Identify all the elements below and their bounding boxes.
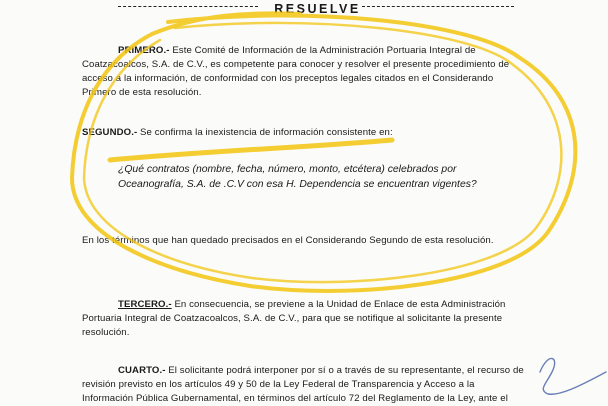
tercero-label: TERCERO.- — [118, 299, 172, 310]
heading-resuelve: RESUELVE — [274, 2, 361, 16]
primero-line-3: acceso a la información, de conformidad con los preceptos legales citados en el Considerando — [82, 73, 494, 84]
highlighter-circle-inner — [84, 23, 561, 282]
segundo-quote-2: Oceanografía, S.A. de .C.V con esa H. Dependencia se encuentran vigentes? — [118, 179, 477, 190]
highlighter-underline — [110, 140, 392, 160]
primero-line-2: Coatzacoalcos, S.A. de C.V., es competente para conocer y resolver el presente procedimiento de — [82, 59, 510, 70]
segundo-text-1: Se confirma la inexistencia de información consistente en: — [140, 127, 393, 138]
cuarto-label: CUARTO.- — [118, 365, 166, 376]
segundo-label: SEGUNDO.- — [82, 127, 138, 138]
cuarto-text-1: El solicitante podrá interponer por sí o a través de su representante, el recurso de — [168, 365, 524, 376]
segundo-quote-1: ¿Qué contratos (nombre, fecha, número, monto, etcétera) celebrados por — [118, 164, 457, 175]
pen-signature-mark — [540, 358, 606, 394]
closing-line: En los términos que han quedado precisados en el Considerando Segundo de esta resolución. — [82, 235, 494, 246]
cuarto-line-3: Información Pública Gubernamental, en términos del artículo 72 del Reglamento de la Ley, ante el — [82, 393, 508, 404]
tercero-text-1: En consecuencia, se previene a la Unidad de Enlace de esta Administración — [174, 299, 506, 310]
tercero-line-2: Portuaria Integral de Coatzacoalcos, S.A. de C.V., para que se notifique al solicitante la presente — [82, 313, 503, 324]
primero-label: PRIMERO.- — [118, 45, 170, 56]
primero-text-1: Este Comité de Información de la Administración Portuaria Integral de — [172, 45, 476, 56]
cuarto-line-2: revisión previsto en los artículos 49 y 50 de la Ley Federal de Transparencia y Acceso a la — [82, 379, 475, 390]
tercero-line-3: resolución. — [82, 327, 130, 338]
primero-line-4: Primero de esta resolución. — [82, 87, 202, 98]
